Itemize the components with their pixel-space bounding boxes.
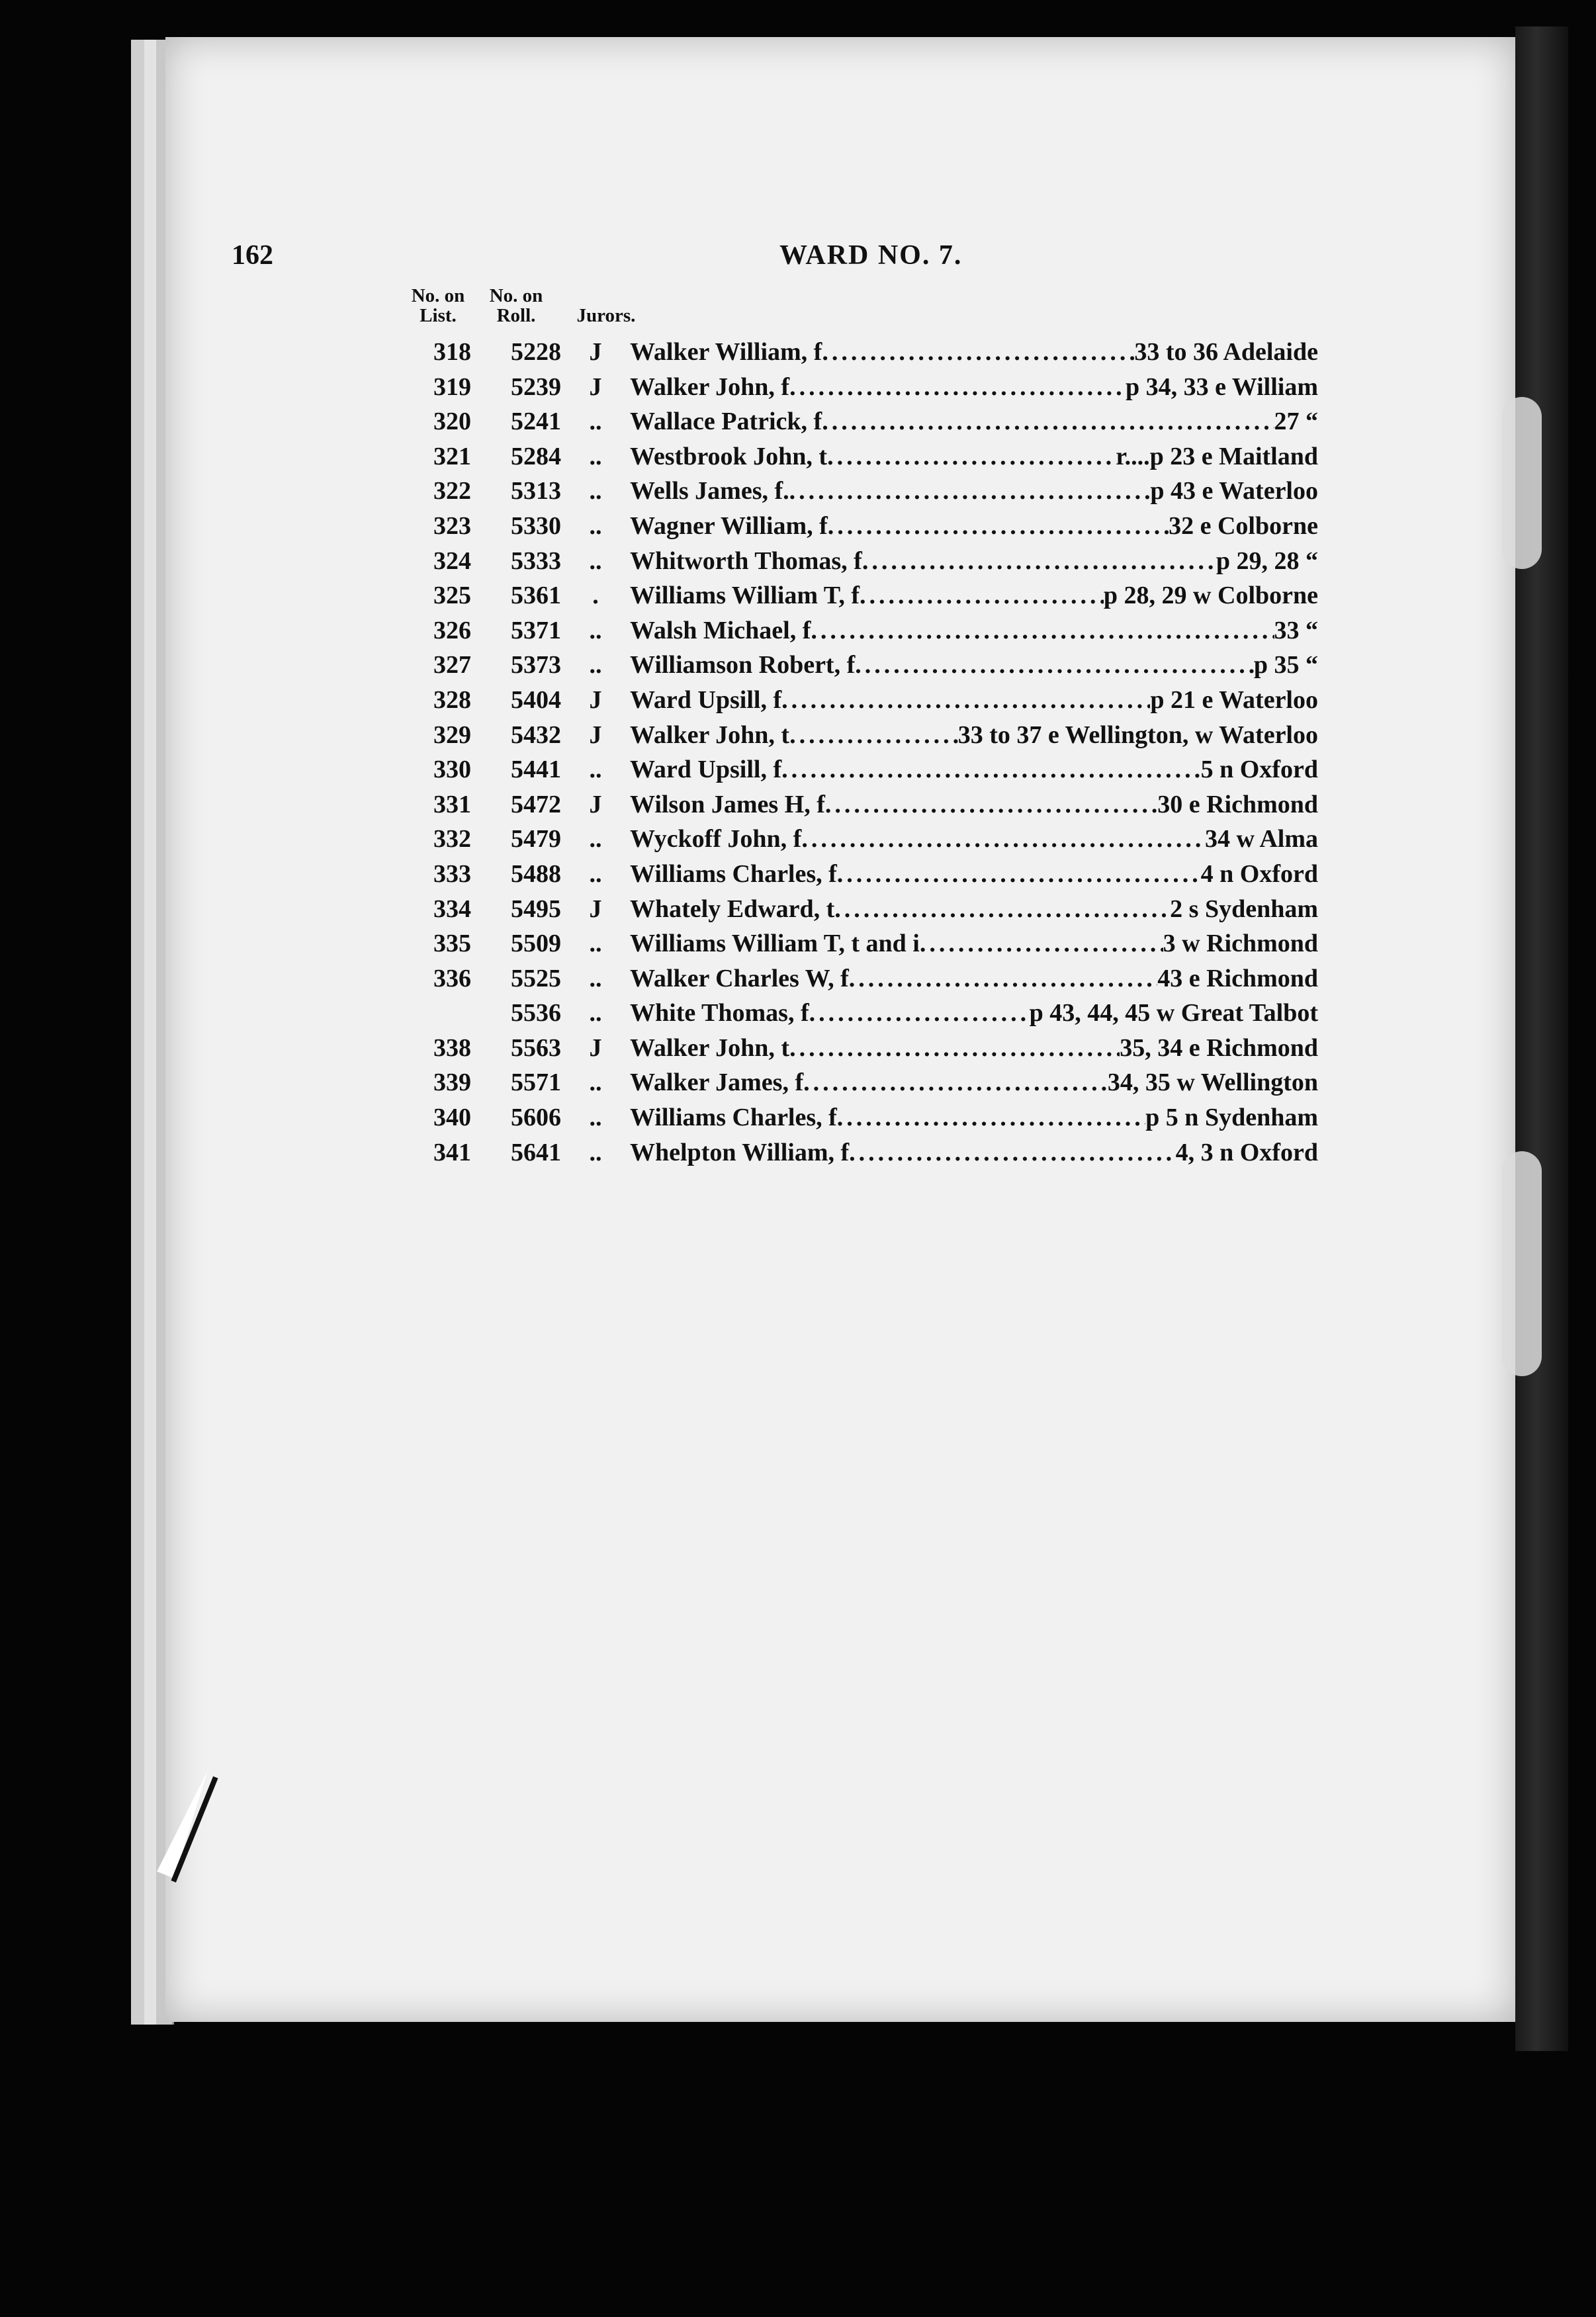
list-item [397, 370, 1323, 405]
entry-text [630, 1033, 1318, 1063]
voter-name: Whitworth Thomas, f [630, 546, 862, 575]
list-item [397, 1031, 1323, 1066]
list-number: 327 [433, 651, 471, 679]
list-item [397, 439, 1323, 474]
juror-mark: .. [589, 930, 602, 958]
list-number: 339 [433, 1069, 471, 1097]
property-location: 34, 35 w Wellington [1107, 1069, 1318, 1097]
juror-mark: . [592, 582, 599, 610]
list-item [397, 892, 1323, 927]
voter-name: Wyckoff John, f [630, 825, 802, 853]
property-location: p 43 e Waterloo [1150, 477, 1318, 505]
leader-dots [825, 790, 1157, 819]
list-item [397, 718, 1323, 753]
juror-mark: J [589, 790, 602, 818]
list-number: 318 [433, 338, 471, 366]
list-number: 340 [433, 1104, 471, 1132]
voter-name: Walker Charles W, f [630, 964, 849, 992]
entry-text [630, 929, 1318, 958]
property-location: 33 to 36 Adelaide [1134, 338, 1318, 366]
property-location: p 5 n Sydenham [1145, 1104, 1318, 1132]
roll-number: 5239 [511, 372, 561, 401]
list-number: 324 [433, 546, 471, 575]
property-location: 27 “ [1274, 408, 1318, 436]
list-number: 331 [433, 790, 471, 818]
list-number: 330 [433, 756, 471, 784]
list-number: 326 [433, 616, 471, 644]
list-item [397, 822, 1323, 857]
property-location: 33 “ [1274, 616, 1318, 644]
juror-mark: .. [589, 999, 602, 1027]
juror-mark: .. [589, 651, 602, 679]
voter-name: White Thomas, f [630, 999, 809, 1027]
property-location: 4, 3 n Oxford [1175, 1138, 1318, 1166]
voter-name: Williams Charles, f [630, 859, 837, 888]
voter-name: Williamson Robert, f [630, 651, 856, 679]
property-location: 34 w Alma [1205, 825, 1318, 853]
voter-name: Westbrook John, t [630, 442, 828, 470]
property-location: p 28, 29 w Colborne [1103, 582, 1318, 610]
list-number: 321 [433, 442, 471, 470]
column-header-list: No. on List. [411, 285, 465, 326]
leader-dots [789, 372, 1126, 402]
list-item [397, 1065, 1323, 1100]
juror-mark: .. [589, 1138, 602, 1166]
list-item [397, 961, 1323, 996]
leader-dots [822, 337, 1134, 367]
entry-text [630, 755, 1318, 784]
voter-name: Ward Upsill, f [630, 685, 782, 714]
leader-dots [828, 511, 1169, 541]
roll-number: 5333 [511, 546, 561, 575]
roll-number: 5488 [511, 859, 561, 888]
roll-number: 5284 [511, 442, 561, 470]
property-location: p 43, 44, 45 w Great Talbot [1029, 999, 1318, 1027]
leader-dots [809, 998, 1030, 1027]
juror-mark: J [589, 372, 602, 401]
leader-dots [837, 859, 1201, 889]
entry-text [630, 721, 1318, 750]
roll-number: 5361 [511, 582, 561, 610]
leader-dots [855, 650, 1254, 679]
list-number: 341 [433, 1138, 471, 1166]
property-location: 2 s Sydenham [1170, 895, 1318, 923]
voter-name: Williams William T, t and i [630, 930, 920, 958]
list-item [397, 926, 1323, 961]
property-location: 35, 34 e Richmond [1120, 1033, 1318, 1062]
juror-mark: .. [589, 1104, 602, 1132]
juror-mark: J [589, 338, 602, 366]
list-item [397, 683, 1323, 718]
leader-dots [789, 721, 958, 750]
juror-mark: .. [589, 477, 602, 505]
property-location: p 29, 28 “ [1216, 546, 1318, 575]
list-item [397, 544, 1323, 579]
roll-number: 5563 [511, 1033, 561, 1062]
column-header-roll: No. on Roll. [489, 285, 543, 326]
roll-number: 5228 [511, 338, 561, 366]
entry-text [630, 581, 1318, 610]
leader-dots [789, 1033, 1120, 1063]
entry-text [630, 511, 1318, 541]
list-item [397, 578, 1323, 613]
list-number: 320 [433, 408, 471, 436]
roll-number: 5313 [511, 477, 561, 505]
list-number: 322 [433, 477, 471, 505]
voter-name: Whately Edward, t [630, 895, 835, 923]
roll-number: 5330 [511, 511, 561, 540]
juror-mark: .. [589, 1069, 602, 1097]
leader-dots [860, 581, 1104, 610]
voter-name: Williams William T, f [630, 582, 860, 610]
column-header-jurors: Jurors. [576, 305, 636, 326]
list-item [397, 474, 1323, 509]
list-number: 334 [433, 895, 471, 923]
juror-mark: .. [589, 408, 602, 436]
juror-mark: .. [589, 859, 602, 888]
entry-text [630, 372, 1318, 402]
entry-text [630, 1138, 1318, 1167]
list-item [397, 509, 1323, 544]
juror-mark: .. [589, 964, 602, 992]
juror-mark: .. [589, 616, 602, 644]
list-item [397, 404, 1323, 439]
leader-dots [789, 476, 1151, 505]
roll-number: 5472 [511, 790, 561, 818]
voter-name: Walker John, f [630, 372, 790, 401]
roll-number: 5241 [511, 408, 561, 436]
roll-number: 5641 [511, 1138, 561, 1166]
entry-text [630, 790, 1318, 819]
list-number: 332 [433, 825, 471, 853]
leader-dots [801, 824, 1205, 853]
list-item [397, 787, 1323, 822]
property-location: 32 e Colborne [1169, 511, 1318, 540]
juror-mark: J [589, 1033, 602, 1062]
roll-number: 5509 [511, 930, 561, 958]
list-number: 328 [433, 685, 471, 714]
leader-dots [781, 685, 1150, 715]
voter-name: Walker John, t [630, 1033, 790, 1062]
leader-dots [920, 929, 1163, 958]
property-location: p 21 e Waterloo [1150, 685, 1318, 714]
property-location: 30 e Richmond [1157, 790, 1318, 818]
entry-text [630, 859, 1318, 889]
list-number: 338 [433, 1033, 471, 1062]
juror-mark: .. [589, 825, 602, 853]
property-location: 4 n Oxford [1200, 859, 1318, 888]
leader-dots [822, 407, 1274, 436]
entry-text [630, 824, 1318, 853]
list-item [397, 335, 1323, 370]
roll-number: 5606 [511, 1104, 561, 1132]
list-number: 319 [433, 372, 471, 401]
list-number: 336 [433, 964, 471, 992]
roll-number: 5404 [511, 685, 561, 714]
roll-number: 5536 [511, 999, 561, 1027]
juror-mark: .. [589, 756, 602, 784]
property-location: r....p 23 e Maitland [1116, 442, 1318, 470]
list-item [397, 1135, 1323, 1170]
page-number: 162 [232, 240, 273, 271]
leader-dots [837, 1103, 1145, 1132]
leader-dots [834, 895, 1170, 924]
entry-text [630, 685, 1318, 715]
voter-name: Whelpton William, f [630, 1138, 850, 1166]
entry-text [630, 337, 1318, 367]
list-item [397, 752, 1323, 787]
voter-name: Wagner William, f [630, 511, 828, 540]
voter-name: Walker James, f [630, 1069, 804, 1097]
juror-mark: J [589, 895, 602, 923]
voter-list [397, 335, 1323, 1170]
juror-mark: .. [589, 546, 602, 575]
entry-text [630, 964, 1318, 993]
roll-number: 5432 [511, 721, 561, 749]
property-location: 5 n Oxford [1200, 756, 1318, 784]
property-location: p 35 “ [1253, 651, 1318, 679]
list-number: 335 [433, 930, 471, 958]
entry-text [630, 442, 1318, 471]
list-item [397, 857, 1323, 892]
entry-text [630, 407, 1318, 436]
entry-text [630, 998, 1318, 1027]
list-item [397, 613, 1323, 648]
property-location: 3 w Richmond [1163, 930, 1318, 958]
juror-mark: .. [589, 442, 602, 470]
voter-name: Wallace Patrick, f [630, 408, 822, 436]
roll-number: 5441 [511, 756, 561, 784]
list-item [397, 648, 1323, 683]
roll-number: 5525 [511, 964, 561, 992]
voter-name: Walker John, t [630, 721, 790, 749]
entry-text [630, 1103, 1318, 1132]
juror-mark: .. [589, 511, 602, 540]
entry-text [630, 650, 1318, 679]
leader-dots [811, 616, 1274, 645]
leader-dots [827, 442, 1116, 471]
juror-mark: J [589, 685, 602, 714]
leader-dots [849, 1138, 1175, 1167]
entry-text [630, 476, 1318, 505]
voter-name: Walker William, f [630, 338, 822, 366]
voter-name: Wells James, f. [630, 477, 789, 505]
roll-number: 5495 [511, 895, 561, 923]
list-number: 329 [433, 721, 471, 749]
list-number: 333 [433, 859, 471, 888]
page-title: WARD NO. 7. [779, 240, 963, 271]
list-item [397, 996, 1323, 1031]
list-number: 323 [433, 511, 471, 540]
juror-mark: J [589, 721, 602, 749]
leader-dots [803, 1068, 1108, 1097]
roll-number: 5371 [511, 616, 561, 644]
entry-text [630, 616, 1318, 645]
voter-name: Williams Charles, f [630, 1104, 837, 1132]
entry-text [630, 1068, 1318, 1097]
property-location: p 34, 33 e William [1125, 372, 1318, 401]
voter-name: Ward Upsill, f [630, 756, 782, 784]
voter-name: Wilson James H, f [630, 790, 825, 818]
list-item [397, 1100, 1323, 1135]
property-location: 43 e Richmond [1157, 964, 1318, 992]
leader-dots [781, 755, 1201, 784]
property-location: 33 to 37 e Wellington, w Waterloo [957, 721, 1318, 749]
list-number: 325 [433, 582, 471, 610]
voter-name: Walsh Michael, f [630, 616, 811, 644]
leader-dots [849, 964, 1157, 993]
roll-number: 5571 [511, 1069, 561, 1097]
roll-number: 5479 [511, 825, 561, 853]
leader-dots [862, 546, 1216, 576]
entry-text [630, 895, 1318, 924]
roll-number: 5373 [511, 651, 561, 679]
entry-text [630, 546, 1318, 576]
